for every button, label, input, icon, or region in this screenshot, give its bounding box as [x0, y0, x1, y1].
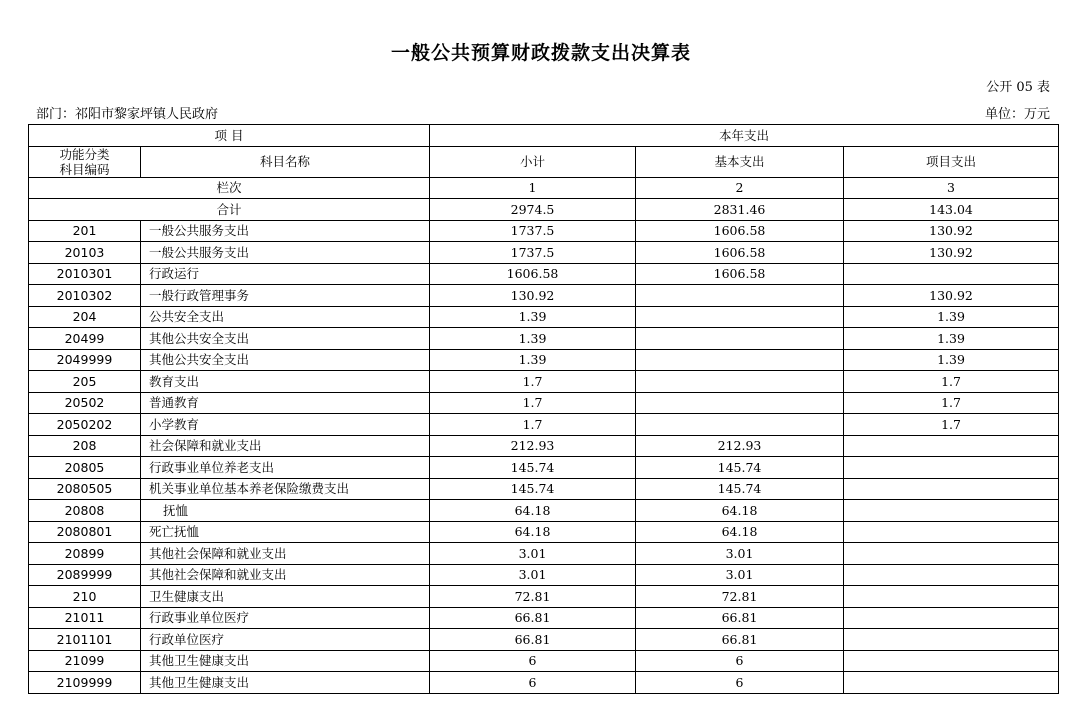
row-subtotal: 3.01	[430, 543, 636, 565]
row-code: 2010301	[29, 263, 141, 285]
row-project	[844, 435, 1059, 457]
table-row	[29, 457, 1059, 479]
row-code: 2080801	[29, 521, 141, 543]
row-basic	[636, 285, 844, 307]
table-row	[29, 435, 1059, 457]
table-row	[29, 586, 1059, 608]
table-row	[29, 392, 1059, 414]
row-project	[844, 543, 1059, 565]
row-name: 一般公共服务支出	[141, 220, 430, 242]
row-basic: 212.93	[636, 435, 844, 457]
row-code: 2089999	[29, 564, 141, 586]
row-basic	[636, 328, 844, 350]
row-project	[844, 650, 1059, 672]
row-basic	[636, 306, 844, 328]
row-name: 公共安全支出	[141, 306, 430, 328]
row-subtotal: 66.81	[430, 607, 636, 629]
row-project	[844, 500, 1059, 522]
table-row	[29, 371, 1059, 393]
table-row	[29, 478, 1059, 500]
row-subtotal: 145.74	[430, 478, 636, 500]
row-project: 130.92	[844, 242, 1059, 264]
table-row	[29, 543, 1059, 565]
row-name: 抚恤	[141, 500, 430, 522]
table-row	[29, 629, 1059, 651]
column-index-label: 栏次	[29, 177, 430, 199]
row-code: 2080505	[29, 478, 141, 500]
header-item: 项 目	[29, 125, 430, 147]
total-subtotal: 2974.5	[430, 199, 636, 221]
row-code: 2010302	[29, 285, 141, 307]
row-name: 行政运行	[141, 263, 430, 285]
table-row	[29, 414, 1059, 436]
header-project: 项目支出	[844, 146, 1059, 177]
row-name: 其他卫生健康支出	[141, 672, 430, 694]
column-index-2: 2	[636, 177, 844, 199]
row-basic: 145.74	[636, 478, 844, 500]
row-project: 1.39	[844, 306, 1059, 328]
row-subtotal: 130.92	[430, 285, 636, 307]
row-project	[844, 263, 1059, 285]
row-code: 20103	[29, 242, 141, 264]
table-row	[29, 500, 1059, 522]
header-row-2	[29, 146, 1059, 177]
header-func-code-line2: 科目编码	[59, 161, 110, 177]
header-current-year: 本年支出	[430, 125, 1059, 147]
expenditure-table	[28, 124, 1059, 694]
row-subtotal: 1737.5	[430, 220, 636, 242]
table-row	[29, 349, 1059, 371]
total-basic: 2831.46	[636, 199, 844, 221]
row-code: 205	[29, 371, 141, 393]
row-basic: 3.01	[636, 543, 844, 565]
row-project	[844, 478, 1059, 500]
header-row-1	[29, 125, 1059, 147]
row-subtotal: 1606.58	[430, 263, 636, 285]
row-name: 其他公共安全支出	[141, 328, 430, 350]
table-row	[29, 650, 1059, 672]
row-code: 2049999	[29, 349, 141, 371]
row-name: 普通教育	[141, 392, 430, 414]
row-code: 20499	[29, 328, 141, 350]
row-basic: 66.81	[636, 629, 844, 651]
row-code: 2050202	[29, 414, 141, 436]
header-subtotal: 小计	[430, 146, 636, 177]
table-row	[29, 285, 1059, 307]
row-subtotal: 1.7	[430, 414, 636, 436]
column-index-3: 3	[844, 177, 1059, 199]
row-name: 其他社会保障和就业支出	[141, 564, 430, 586]
row-subtotal: 1.39	[430, 349, 636, 371]
department-label: 部门：祁阳市黎家坪镇人民政府	[36, 107, 219, 122]
total-label: 合计	[29, 199, 430, 221]
row-basic: 6	[636, 650, 844, 672]
table-row	[29, 242, 1059, 264]
row-name: 行政事业单位养老支出	[141, 457, 430, 479]
row-name: 其他公共安全支出	[141, 349, 430, 371]
row-basic: 3.01	[636, 564, 844, 586]
row-name: 小学教育	[141, 414, 430, 436]
row-code: 20805	[29, 457, 141, 479]
row-basic: 72.81	[636, 586, 844, 608]
row-name: 死亡抚恤	[141, 521, 430, 543]
row-code: 204	[29, 306, 141, 328]
row-name: 一般行政管理事务	[141, 285, 430, 307]
table-row	[29, 521, 1059, 543]
row-name: 行政单位医疗	[141, 629, 430, 651]
row-subtotal: 1.39	[430, 328, 636, 350]
row-subtotal: 1.7	[430, 371, 636, 393]
row-name: 一般公共服务支出	[141, 242, 430, 264]
row-subtotal: 6	[430, 650, 636, 672]
column-index-row	[29, 177, 1059, 199]
row-subtotal: 3.01	[430, 564, 636, 586]
row-project	[844, 629, 1059, 651]
row-name: 其他社会保障和就业支出	[141, 543, 430, 565]
row-basic: 64.18	[636, 521, 844, 543]
table-row	[29, 564, 1059, 586]
row-project	[844, 457, 1059, 479]
unit-label: 单位：万元	[984, 107, 1050, 122]
row-project: 1.7	[844, 414, 1059, 436]
row-subtotal: 1737.5	[430, 242, 636, 264]
row-subtotal: 1.39	[430, 306, 636, 328]
row-code: 20899	[29, 543, 141, 565]
table-row	[29, 672, 1059, 694]
row-basic: 66.81	[636, 607, 844, 629]
row-project: 130.92	[844, 285, 1059, 307]
row-basic	[636, 414, 844, 436]
report-title: 一般公共预算财政拨款支出决算表	[390, 42, 691, 64]
table-row	[29, 263, 1059, 285]
total-project: 143.04	[844, 199, 1059, 221]
row-subtotal: 6	[430, 672, 636, 694]
row-basic	[636, 392, 844, 414]
row-project	[844, 521, 1059, 543]
row-project	[844, 564, 1059, 586]
row-project	[844, 607, 1059, 629]
row-subtotal: 64.18	[430, 500, 636, 522]
total-row	[29, 199, 1059, 221]
row-basic: 1606.58	[636, 242, 844, 264]
row-basic	[636, 349, 844, 371]
row-code: 20808	[29, 500, 141, 522]
header-func-code	[29, 146, 141, 177]
row-code: 21011	[29, 607, 141, 629]
row-name: 社会保障和就业支出	[141, 435, 430, 457]
table-row	[29, 220, 1059, 242]
row-code: 208	[29, 435, 141, 457]
form-number: 公开 05 表	[986, 80, 1050, 95]
header-func-code-line1: 功能分类	[59, 146, 110, 162]
row-basic	[636, 371, 844, 393]
row-code: 2101101	[29, 629, 141, 651]
row-project: 1.7	[844, 392, 1059, 414]
header-subject-name: 科目名称	[141, 146, 430, 177]
row-subtotal: 66.81	[430, 629, 636, 651]
row-subtotal: 145.74	[430, 457, 636, 479]
row-basic: 145.74	[636, 457, 844, 479]
row-basic: 6	[636, 672, 844, 694]
row-code: 210	[29, 586, 141, 608]
table-row	[29, 607, 1059, 629]
row-code: 201	[29, 220, 141, 242]
row-basic: 1606.58	[636, 263, 844, 285]
row-project: 1.39	[844, 328, 1059, 350]
row-project: 130.92	[844, 220, 1059, 242]
table-row	[29, 306, 1059, 328]
row-subtotal: 72.81	[430, 586, 636, 608]
row-name: 其他卫生健康支出	[141, 650, 430, 672]
row-subtotal: 64.18	[430, 521, 636, 543]
row-project	[844, 672, 1059, 694]
row-name: 行政事业单位医疗	[141, 607, 430, 629]
row-code: 20502	[29, 392, 141, 414]
row-name: 教育支出	[141, 371, 430, 393]
row-project: 1.39	[844, 349, 1059, 371]
row-code: 21099	[29, 650, 141, 672]
row-name: 卫生健康支出	[141, 586, 430, 608]
row-code: 2109999	[29, 672, 141, 694]
row-basic: 1606.58	[636, 220, 844, 242]
row-basic: 64.18	[636, 500, 844, 522]
column-index-1: 1	[430, 177, 636, 199]
row-project: 1.7	[844, 371, 1059, 393]
row-subtotal: 1.7	[430, 392, 636, 414]
table-row	[29, 328, 1059, 350]
row-name: 机关事业单位基本养老保险缴费支出	[141, 478, 430, 500]
header-basic: 基本支出	[636, 146, 844, 177]
row-subtotal: 212.93	[430, 435, 636, 457]
row-project	[844, 586, 1059, 608]
